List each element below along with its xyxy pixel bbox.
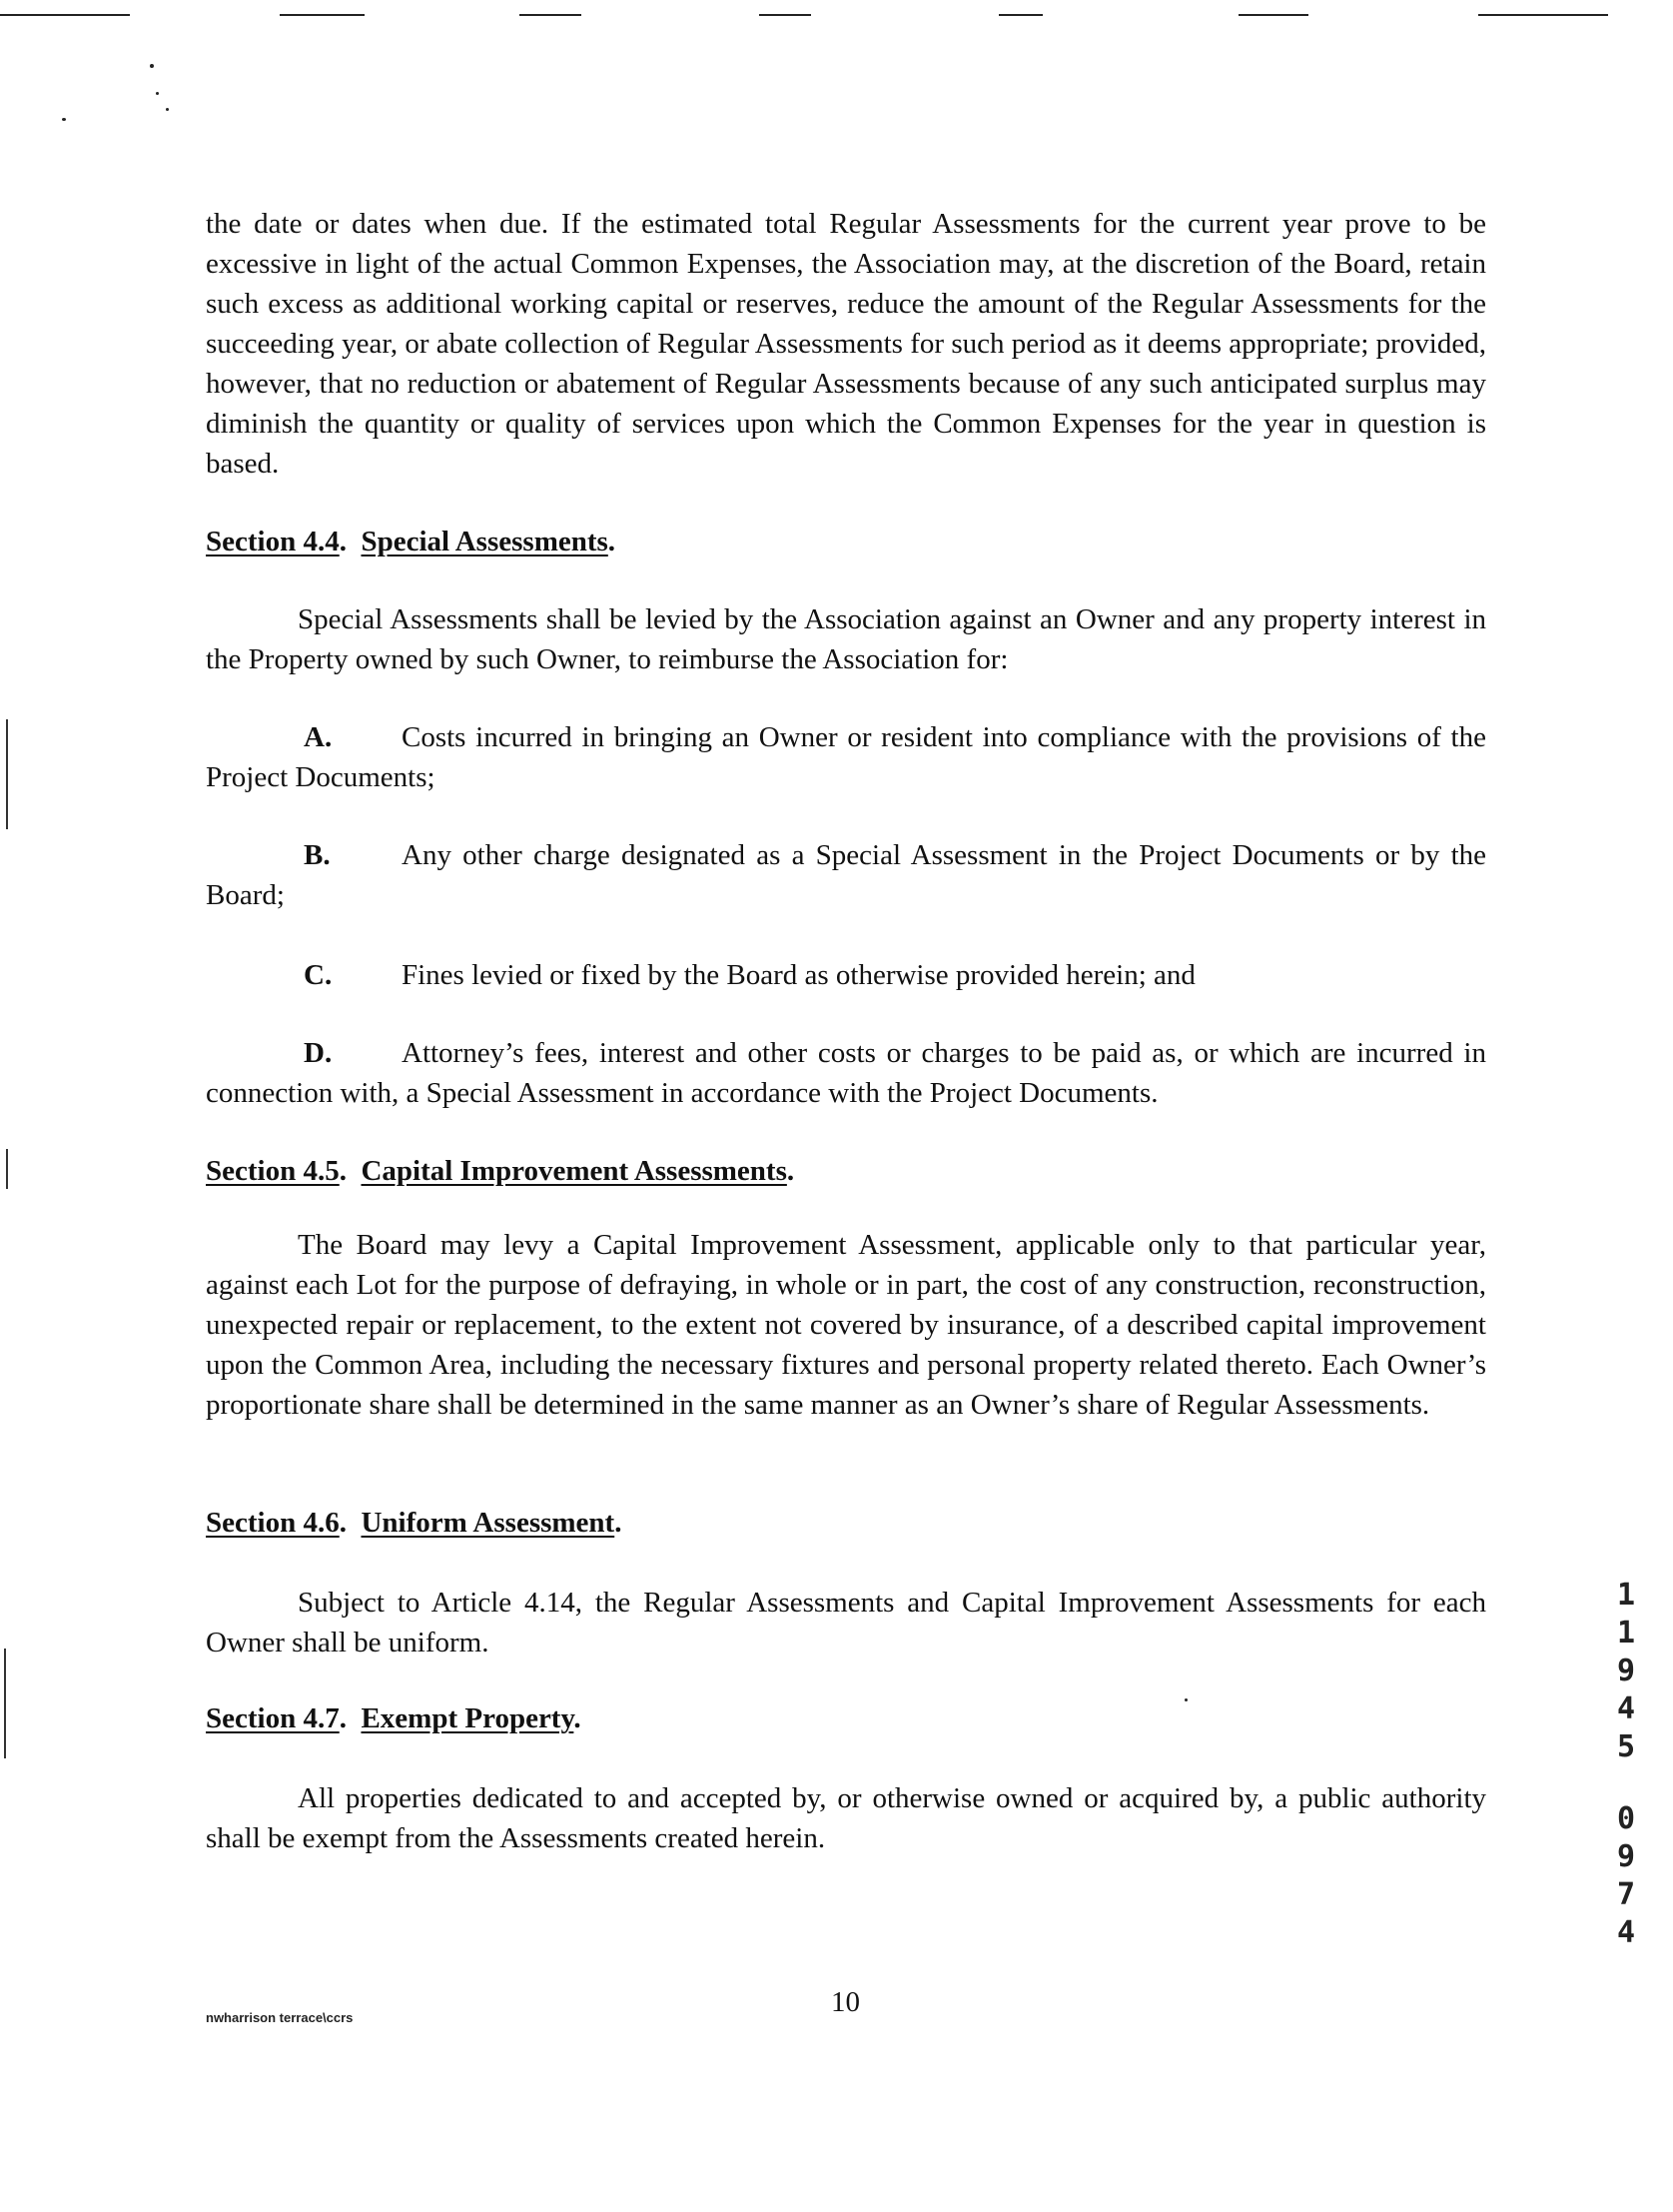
recording-digit: 7 [1616,1877,1636,1912]
section-number: Section 4.7 [206,1702,340,1734]
recording-gap [1608,1766,1644,1800]
scan-margin-mark [6,719,8,829]
section-4-4-heading: Section 4.4. Special Assessments. [206,526,616,557]
recording-digit: 1 [1616,1578,1636,1613]
scan-speck [166,108,169,111]
recording-digit: 4 [1616,1691,1636,1726]
list-item-text: Any other charge designated as a Special Assessment in the Project Documents or by the Board; [206,839,1486,911]
section-4-7-body: All properties dedicated to and accepted by, or otherwise owned or acquired by, a public authority shall be exempt from the Assessments created herein. [206,1782,1486,1854]
section-number: Section 4.4 [206,526,340,557]
scan-speck [1185,1698,1188,1701]
section-title: Special Assessments [361,526,608,557]
section-title: Capital Improvement Assessments [361,1155,787,1187]
scan-speck [150,64,154,68]
section-title: Exempt Property [361,1702,574,1734]
page-number-text: 10 [831,1986,860,2018]
section-4-6-heading: Section 4.6. Uniform Assessment. [206,1507,622,1539]
list-item-letter: D. [304,1037,333,1069]
section-number: Section 4.5 [206,1155,340,1187]
scan-artifact-rule [1478,14,1608,16]
list-item-d [206,1033,1486,1113]
section-4-4-body: Special Assessments shall be levied by the Association against an Owner and any property interest in the Property owned by such Owner, to reimburse the Association for: [206,603,1486,675]
page-number [0,1986,1673,2019]
scan-margin-mark [6,1149,8,1189]
intro-paragraph: the date or dates when due. If the estimated total Regular Assessments for the current year prove to be excessive in light of the actual Common Expenses, the Association may, at the discretion of the Board, retain such excess as additional working capital or reserves, reduce the amount of the Regular Assessments for the succeeding year, or abate collection of Regular Assessments for such period as it deems appropriate; provided, however, that no reduction or abatement of Regular Assessments because of any such anticipated surplus may diminish the quantity or quality of services upon which the Common Expenses for the year in question is based. [206,208,1486,480]
recording-digit: 5 [1616,1729,1636,1764]
list-item-letter: A. [304,721,333,753]
scan-artifact-rule [1239,14,1308,16]
scan-margin-mark [4,1649,6,1758]
scan-artifact-rule [999,14,1043,16]
list-item-letter: C. [304,959,333,991]
scan-artifact-rule [759,14,811,16]
section-number: Section 4.6 [206,1507,340,1539]
scan-speck [62,118,66,121]
section-4-5-body: The Board may levy a Capital Improvement Assessment, applicable only to that particular year, against each Lot for the purpose of defraying, in whole or in part, the cost of any construction, reconstruction, unexpected repair or replacement, to the extent not covered by insurance, of a described capital improvement upon the Common Area, including the necessary fixtures and personal property related thereto. Each Owner’s proportionate share shall be determined in the same manner as an Owner’s share of Regular Assessments. [206,1229,1486,1421]
section-4-5-heading: Section 4.5. Capital Improvement Assessments. [206,1155,795,1187]
scan-artifact-rule [0,14,130,16]
section-title: Uniform Assessment [361,1507,615,1539]
recording-digit: 9 [1616,1654,1636,1688]
list-item-text: Fines levied or fixed by the Board as otherwise provided herein; and [402,959,1196,991]
list-item-c [206,955,1486,995]
scan-artifact-rule [280,14,365,16]
recording-number-stamp [1608,1577,1644,1952]
list-item-text: Costs incurred in bringing an Owner or resident into compliance with the provisions of the Project Documents; [206,721,1486,793]
recording-digit: 0 [1616,1801,1636,1836]
scan-artifact-rule [519,14,581,16]
list-item-text: Attorney’s fees, interest and other costs or charges to be paid as, or which are incurred in connection with, a Special Assessment in accordance with the Project Documents. [206,1037,1486,1109]
list-item-b [206,835,1486,915]
scan-speck [156,92,159,95]
recording-digit: 9 [1616,1839,1636,1874]
section-4-6-body: Subject to Article 4.14, the Regular Assessments and Capital Improvement Assessments for each Owner shall be uniform. [206,1587,1486,1659]
list-item-a [206,717,1486,797]
section-4-7-heading: Section 4.7. Exempt Property. [206,1702,581,1734]
footer-file-path: nwharrison terrace\ccrs [206,2010,354,2025]
recording-digit: 4 [1616,1915,1636,1950]
list-item-letter: B. [304,839,331,871]
recording-digit: 1 [1616,1616,1636,1651]
